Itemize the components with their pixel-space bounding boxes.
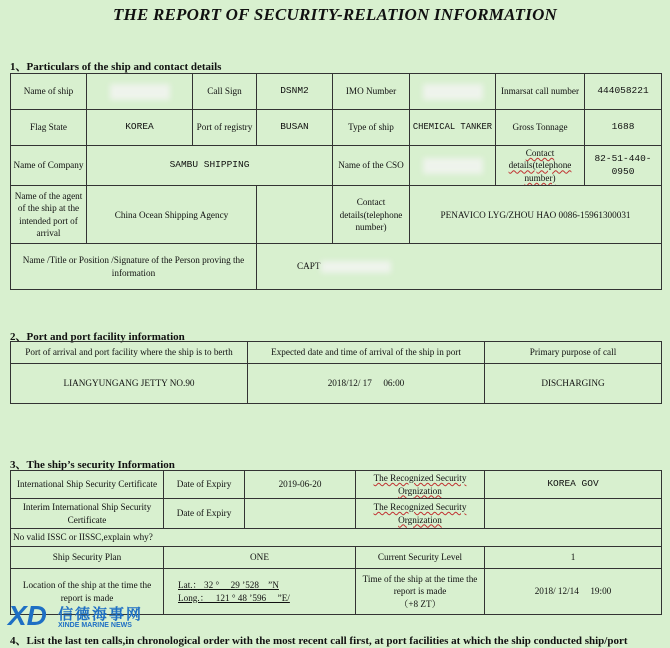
port-col-header: Port of arrival and port facility where the ship is to berth	[11, 342, 248, 364]
gross-value: 1688	[585, 110, 662, 146]
call-sign-label: Call Sign	[193, 74, 257, 110]
issc-label: International Ship Security Certificate	[11, 471, 164, 499]
expiry-value: 2019-06-20	[245, 471, 356, 499]
contact-value-2: PENAVICO LYG/ZHOU HAO 0086-15961300031	[410, 186, 662, 244]
level-value: 1	[485, 547, 662, 569]
flag-label: Flag State	[11, 110, 87, 146]
imo-value	[410, 74, 496, 110]
redacted-block	[321, 261, 391, 273]
gross-label: Gross Tonnage	[496, 110, 585, 146]
section-1-heading: 1、Particulars of the ship and contact details	[10, 61, 222, 73]
contact-label-2: Contact details(telephone number)	[333, 186, 410, 244]
rso-label	[356, 471, 485, 499]
ship-particulars-table	[10, 73, 662, 290]
rso-value-2	[485, 499, 662, 529]
time-zone: （+8 ZT）	[399, 598, 441, 609]
no-valid-issc-label: No valid ISSC or IISSC,explain why?	[11, 529, 662, 547]
purpose-value: DISCHARGING	[485, 364, 662, 404]
contact-label-1-text: Contact details(telephone number)	[508, 148, 572, 183]
level-label: Current Security Level	[356, 547, 485, 569]
agent-label: Name of the agent of the ship at the intended port of arrival	[11, 186, 87, 244]
rso-value: KOREA GOV	[485, 471, 662, 499]
person-label: Name /Title or Position /Signature of the Person proving the information	[11, 244, 257, 290]
latitude: Lat.： 32 ° 29 ’528 ”N	[178, 580, 279, 591]
expiry-value-2	[245, 499, 356, 529]
type-label: Type of ship	[333, 110, 410, 146]
rso-label-2	[356, 499, 485, 529]
cso-label: Name of the CSO	[333, 146, 410, 186]
person-title: CAPT	[297, 261, 321, 272]
redacted-block	[110, 84, 170, 100]
expiry-label-2: Date of Expiry	[164, 499, 245, 529]
purpose-col-header: Primary purpose of call	[485, 342, 662, 364]
rso-label-text: The Recognized Security Orgnization	[373, 473, 467, 496]
xinde-marine-news-logo	[0, 600, 175, 636]
interim-label: Interim International Ship Security Certificate	[11, 499, 164, 529]
company-label: Name of Company	[11, 146, 87, 186]
port-value: LIANGYUNGANG JETTY NO.90	[11, 364, 248, 404]
logo-mark: XD	[8, 600, 47, 631]
port-info-table	[10, 341, 662, 404]
rso-label-2-text: The Recognized Security Orgnization	[373, 502, 467, 525]
person-value	[257, 244, 662, 290]
contact-label-1	[496, 146, 585, 186]
logo-english-text: XINDE MARINE NEWS	[58, 622, 132, 629]
time-label	[356, 569, 485, 615]
ssp-value: ONE	[164, 547, 356, 569]
section-2-heading: 2、Port and port facility information	[10, 331, 185, 343]
time-label-text: Time of the ship at the time the report is made	[362, 573, 478, 597]
redacted-block	[423, 158, 483, 174]
cso-value	[410, 146, 496, 186]
agent-empty-cell	[257, 186, 333, 244]
ssp-label: Ship Security Plan	[11, 547, 164, 569]
longitude: Long.： 121 ° 48 ’596 ”E/	[178, 592, 290, 603]
name-of-ship-value	[87, 74, 193, 110]
call-sign-value: DSNM2	[257, 74, 333, 110]
inmarsat-value: 444058221	[585, 74, 662, 110]
redacted-block	[423, 84, 483, 100]
imo-label: IMO Number	[333, 74, 410, 110]
eta-value: 2018/12/ 17 06:00	[248, 364, 485, 404]
eta-col-header: Expected date and time of arrival of the ship in port	[248, 342, 485, 364]
location-label: Location of the ship at the time the report is made	[11, 569, 164, 615]
company-value: SAMBU SHIPPING	[87, 146, 333, 186]
page-title: THE REPORT OF SECURITY-RELATION INFORMATION	[112, 5, 558, 24]
section-3-heading: 3、The ship’s security Information	[10, 459, 175, 471]
inmarsat-label: Inmarsat call number	[496, 74, 585, 110]
security-info-table	[10, 470, 662, 615]
logo-chinese-text: 信德海事网	[58, 605, 144, 623]
section-4-heading: 4、List the last ten calls,in chronological order with the most recent call first, at port facilities at which the ship conducted ship/port	[10, 635, 628, 647]
name-of-ship-label: Name of ship	[11, 74, 87, 110]
agent-value: China Ocean Shipping Agency	[87, 186, 257, 244]
type-value: CHEMICAL TANKER	[410, 110, 496, 146]
time-value: 2018/ 12/14 19:00	[485, 569, 662, 615]
port-registry-label: Port of registry	[193, 110, 257, 146]
flag-value: KOREA	[87, 110, 193, 146]
location-value	[164, 569, 356, 615]
contact-value-1: 82-51-440-0950	[585, 146, 662, 186]
port-registry-value: BUSAN	[257, 110, 333, 146]
expiry-label: Date of Expiry	[164, 471, 245, 499]
